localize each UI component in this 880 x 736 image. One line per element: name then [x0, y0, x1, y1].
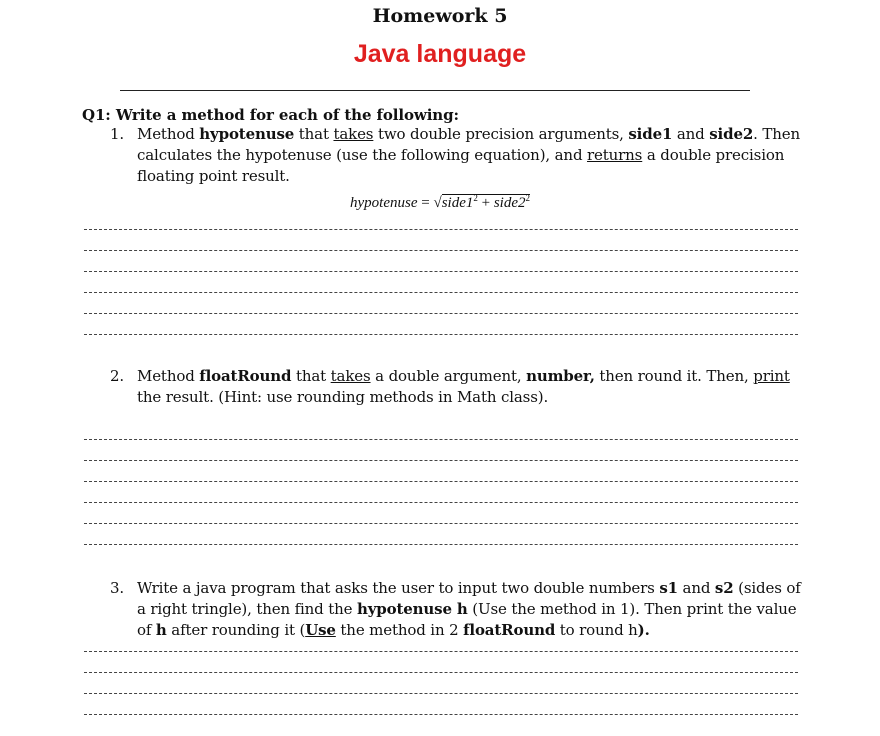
text-run: Write a java program that asks the user to input two double numbers	[137, 579, 660, 597]
argument-name: number,	[526, 367, 595, 385]
question-item-3	[110, 578, 810, 641]
question-item-1	[110, 124, 810, 187]
item-number: 3.	[110, 579, 125, 597]
argument-name: side1	[628, 125, 673, 143]
underlined-word: print	[753, 367, 790, 385]
sqrt-symbol: √	[433, 195, 442, 211]
question-item-2	[110, 366, 810, 408]
text-run: . Then calculates the hypotenuse (use the following equation), and	[137, 125, 800, 164]
formula-equals: =	[417, 195, 434, 211]
answer-line	[84, 651, 798, 652]
underlined-word: takes	[333, 125, 374, 143]
answer-line	[84, 502, 798, 503]
formula-radicand	[442, 194, 530, 211]
subtitle: Java language	[353, 40, 527, 68]
text-run: to round h	[555, 621, 638, 639]
answer-line	[84, 523, 798, 524]
underlined-word: takes	[330, 367, 371, 385]
text-run: then round it. Then,	[594, 367, 754, 385]
method-name: hypotenuse	[199, 125, 295, 143]
answer-line	[84, 481, 798, 482]
variable-name: s1	[659, 579, 678, 597]
underlined-word: Use	[305, 621, 336, 639]
text-run: ).	[637, 621, 650, 639]
answer-line	[84, 334, 798, 335]
answer-line	[84, 544, 798, 545]
method-name: floatRound	[463, 621, 556, 639]
text-run: two double precision arguments,	[373, 125, 629, 143]
formula-exponent: 2	[525, 193, 530, 203]
answer-line	[84, 693, 798, 694]
formula-term: side2	[493, 195, 526, 211]
formula-exponent: 2	[473, 193, 478, 203]
text-run: (sides of a right tringle), then find the	[137, 579, 801, 618]
hypotenuse-formula	[0, 193, 880, 212]
text-run: and	[672, 125, 710, 143]
text-run: a double precision floating point result.	[137, 146, 785, 185]
underlined-word: returns	[587, 146, 643, 164]
text-run: (Use the method in 1). Then print the value of	[137, 600, 797, 639]
answer-line	[84, 460, 798, 461]
answer-line	[84, 250, 798, 251]
title-divider	[120, 90, 750, 91]
text-run: Method	[137, 367, 200, 385]
text-run: a double argument,	[370, 367, 527, 385]
variable-name: hypotenuse h	[356, 600, 468, 618]
question-heading: Q1: Write a method for each of the following:	[82, 106, 459, 124]
answer-line	[84, 271, 798, 272]
text-run: after rounding it (	[166, 621, 306, 639]
item-number: 1.	[110, 125, 125, 143]
text-run: that	[291, 367, 331, 385]
text-run: the method in 2	[335, 621, 464, 639]
answer-line	[84, 714, 798, 715]
text-run: and	[677, 579, 715, 597]
formula-term: side1	[441, 195, 474, 211]
answer-line	[84, 313, 798, 314]
answer-line	[84, 229, 798, 230]
item-text	[137, 124, 810, 187]
text-run: that	[294, 125, 334, 143]
answer-line	[84, 439, 798, 440]
formula-lhs: hypotenuse	[350, 195, 418, 211]
method-name: floatRound	[199, 367, 292, 385]
argument-name: side2	[709, 125, 754, 143]
page-title: Homework 5	[372, 5, 508, 27]
variable-name: s2	[714, 579, 734, 597]
text-run: the result. (Hint: use rounding methods in Math class).	[137, 388, 549, 406]
text-run: Method	[137, 125, 200, 143]
item-text	[137, 578, 810, 641]
item-text	[137, 366, 810, 408]
formula-plus: +	[477, 195, 494, 211]
answer-line	[84, 292, 798, 293]
item-number: 2.	[110, 367, 125, 385]
answer-line	[84, 672, 798, 673]
variable-name: h	[155, 621, 167, 639]
